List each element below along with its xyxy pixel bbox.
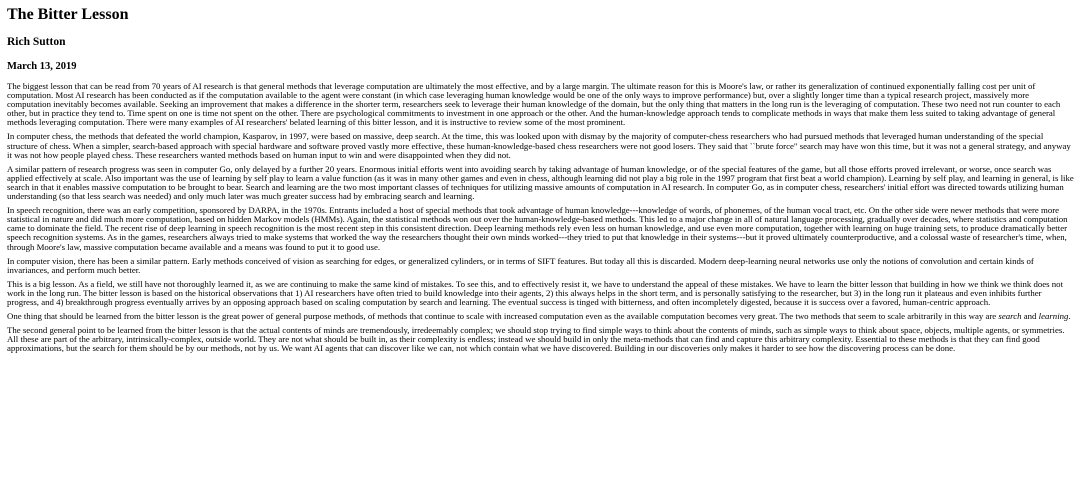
paragraph-computer-chess: In computer chess, the methods that defeated the world champion, Kasparov, in 1997, were based on massive, deep search. At the time, this was looked upon with dismay by the majority of computer-chess researchers who had pursued methods that leveraged human understanding of the special structure of chess. When a simpler, search-based approach with special hardware and software proved vastly more effective, these human-knowledge-based chess researchers were not good losers. They said that ``brute force" search may have won this time, but it was not a general strategy, and anyway it was not how people played chess. These researchers wanted methods based on human input to win and were disappointed when they did not.	[7, 131, 1071, 160]
paragraph-intro: The biggest lesson that can be read from 70 years of AI research is that general methods that leverage computation are ultimately the most effective, and by a large margin. The ultimate reason for this is Moore's law, or rather its generalization of continued exponentially falling cost per unit of computation. Most AI research has been conducted as if the computation available to the agent were constant (in which case leveraging human knowledge would be one of the only ways to improve performance) but, over a slightly longer time than a typical research project, massively more computation inevitably becomes available. Seeking an improvement that makes a difference in the shorter term, researchers seek to leverage their human knowledge of the domain, but the only thing that matters in the long run is the leveraging of computation. These two need not run counter to each other, but in practice they tend to. Time spent on one is time not spent on the other. There are psychological commitments to investment in one approach or the other. And the human-knowledge approach tends to complicate methods in ways that make them less suited to taking advantage of general methods leveraging computation. There were many examples of AI researchers' belated learning of this bitter lesson, and it is instructive to review some of the most prominent.	[7, 81, 1061, 128]
paragraph-general-purpose-methods-and: and	[1021, 311, 1039, 322]
publication-date: March 13, 2019	[7, 61, 77, 72]
paragraph-computer-go: A similar pattern of research progress was seen in computer Go, only delayed by a further 20 years. Enormous initial efforts went into avoiding search by taking advantage of human knowledge, or of the special features of the game, but all those efforts proved irrelevant, or worse, once search was applied effectively at scale. Also important was the use of learning by self play to learn a value function (as it was in many other games and even in chess, although learning did not play a big role in the 1997 program that first beat a world champion). Learning by self play, and learning in general, is like search in that it enables massive computation to be brought to bear. Search and learning are the two most important classes of techniques for utilizing massive amounts of computation in AI research. In computer Go, as in computer chess, researchers' initial effort was directed towards utilizing human understanding (so that less search was needed) and only much later was much greater success had by embracing search and learning.	[7, 163, 1074, 202]
paragraph-speech-recognition: In speech recognition, there was an early competition, sponsored by DARPA, in the 1970s. Entrants included a host of special methods that took advantage of human knowledge---knowledge of words, of phonemes, of the human vocal tract, etc. On the other side were newer methods that were more statistical in nature and did much more computation, based on hidden Markov models (HMMs). Again, the statistical methods won out over the human-knowledge-based methods. This led to a major change in all of natural language processing, gradually over decades, where statistics and computation came to dominate the field. The recent rise of deep learning in speech recognition is the most recent step in this consistent direction. Deep learning methods rely even less on human knowledge, and use even more computation, together with learning on huge training sets, to produce dramatically better speech recognition systems. As in the games, researchers always tried to make systems that worked the way the researchers thought their own minds worked---they tried to put that knowledge in their systems---but it proved ultimately counterproductive, and a colossal waste of researcher's time, when, through Moore's law, massive computation became available and a means was found to put it to good use.	[7, 205, 1068, 252]
paragraph-general-purpose-methods-period: .	[1068, 311, 1071, 322]
paragraph-computer-vision: In computer vision, there has been a similar pattern. Early methods conceived of vision as searching for edges, or generalized cylinders, or in terms of SIFT features. But today all this is discarded. Modern deep-learning neural networks use only the notions of convolution and certain kinds of invariances, and perform much better.	[7, 255, 1034, 275]
paragraph-contents-of-minds: The second general point to be learned from the bitter lesson is that the actual contents of minds are tremendously, irredeemably complex; we should stop trying to find simple ways to think about the contents of minds, such as simple ways to think about space, objects, multiple agents, or symmetries. All these are part of the arbitrary, intrinsically-complex, outside world. They are not what should be built in, as their complexity is endless; instead we should build in only the meta-methods that can find and capture this arbitrary complexity. Essential to these methods is that they can find good approximations, but the search for them should be by our methods, not by us. We want AI agents that can discover like we can, not which contain what we have discovered. Building in our discoveries only makes it harder to see how the discovering process can be done.	[7, 325, 1065, 354]
author-byline: Rich Sutton	[7, 36, 66, 48]
paragraph-big-lesson: This is a big lesson. As a field, we still have not thoroughly learned it, as we are continuing to make the same kind of mistakes. To see this, and to effectively resist it, we have to understand the appeal of these mistakes. We have to learn the bitter lesson that building in how we think we think does not work in the long run. The bitter lesson is based on the historical observations that 1) AI researchers have often tried to build knowledge into their agents, 2) this always helps in the short term, and is personally satisfying to the researcher, but 3) in the long run it plateaus and even inhibits further progress, and 4) breakthrough progress eventually arrives by an opposing approach based on scaling computation by search and learning. The eventual success is tinged with bitterness, and often incompletely digested, because it is success over a favored, human-centric approach.	[7, 278, 1064, 307]
paragraph-general-purpose-methods-text: One thing that should be learned from the bitter lesson is the great power of general purpose methods, of methods that continue to scale with increased computation even as the available computation becomes very great. The two methods that seem to scale arbitrarily in this way are	[7, 311, 999, 322]
paragraph-general-purpose-methods	[7, 312, 1075, 321]
italic-search-term: search	[998, 311, 1022, 322]
italic-learning-term: learning	[1038, 311, 1069, 322]
page-title: The Bitter Lesson	[7, 6, 129, 23]
